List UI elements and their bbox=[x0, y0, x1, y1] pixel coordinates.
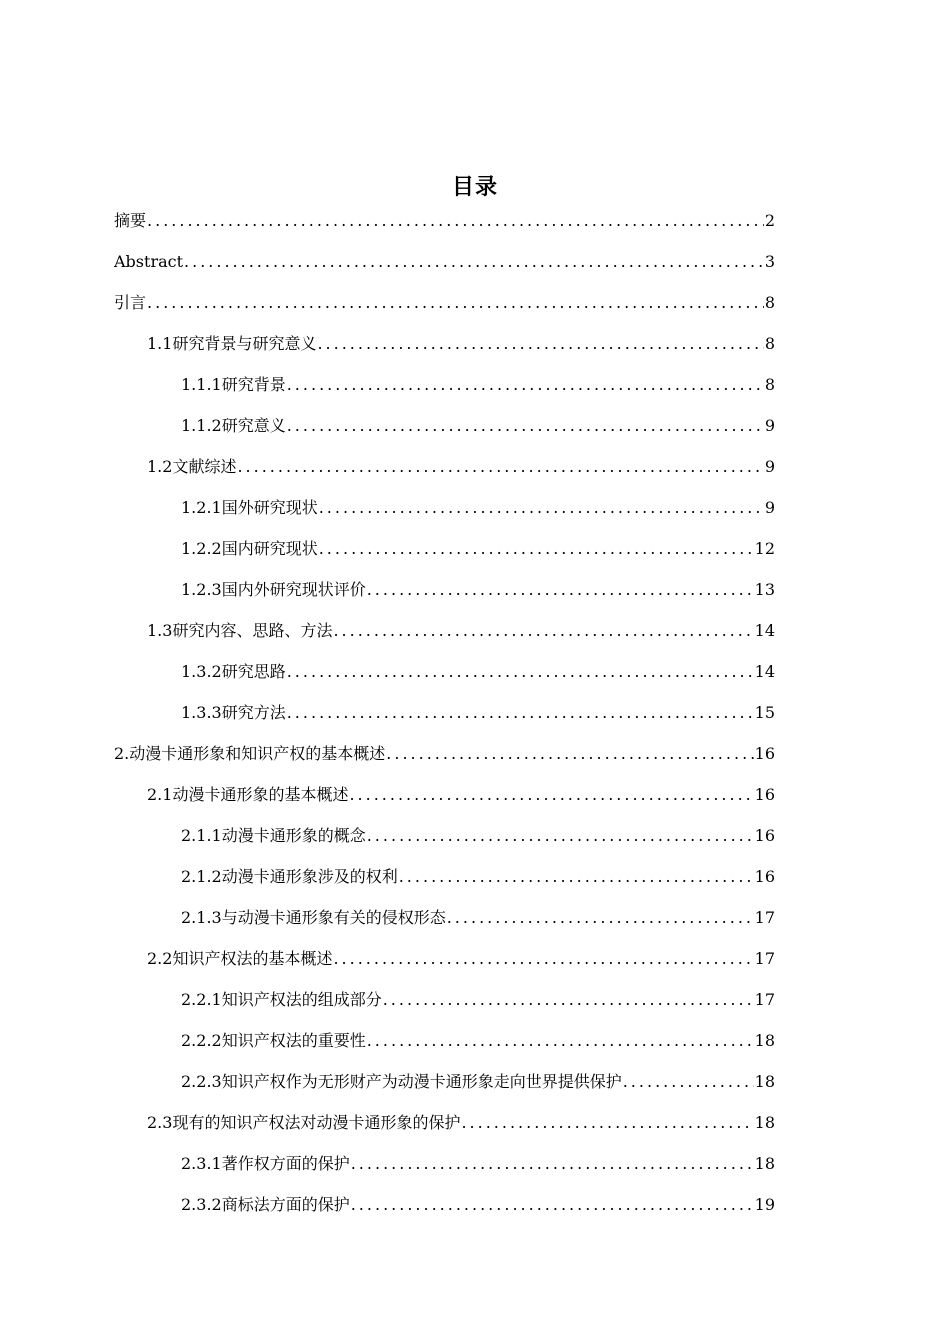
toc-dot-leader bbox=[447, 907, 754, 929]
toc-page-number: 18 bbox=[754, 1153, 775, 1173]
toc-entry[interactable] bbox=[181, 815, 775, 856]
toc-entry-title: 1.1.1研究背景 bbox=[181, 374, 286, 394]
toc-dot-leader bbox=[184, 251, 764, 273]
toc-entry[interactable] bbox=[181, 364, 775, 405]
toc-page-number: 15 bbox=[754, 702, 775, 722]
toc-dot-leader bbox=[399, 866, 754, 888]
toc-entry-title: 1.3.3研究方法 bbox=[181, 702, 286, 722]
toc-entry-title: 2.3.2商标法方面的保护 bbox=[181, 1194, 350, 1214]
toc-entry[interactable] bbox=[147, 323, 775, 364]
toc-dot-leader bbox=[623, 1071, 754, 1093]
toc-entry-title: 2.1.3与动漫卡通形象有关的侵权形态 bbox=[181, 907, 446, 927]
toc-page-number: 16 bbox=[754, 784, 775, 804]
toc-dot-leader bbox=[386, 743, 753, 765]
toc-dot-leader bbox=[351, 1194, 754, 1216]
toc-dot-leader bbox=[147, 292, 764, 314]
toc-dot-leader bbox=[367, 1030, 754, 1052]
toc-dot-leader bbox=[351, 1153, 754, 1175]
toc-entry-title: 2.1.2动漫卡通形象涉及的权利 bbox=[181, 866, 398, 886]
toc-entry-title: 2.2知识产权法的基本概述 bbox=[147, 948, 333, 968]
toc-entry[interactable] bbox=[181, 897, 775, 938]
toc-entry-title: 1.3研究内容、思路、方法 bbox=[147, 620, 333, 640]
toc-entry[interactable] bbox=[181, 1184, 775, 1225]
toc-page-number: 18 bbox=[754, 1112, 775, 1132]
toc-page-number: 9 bbox=[764, 415, 775, 435]
toc-entry-title: 2.2.3知识产权作为无形财产为动漫卡通形象走向世界提供保护 bbox=[181, 1071, 622, 1091]
toc-page-number: 17 bbox=[754, 989, 775, 1009]
toc-page-number: 9 bbox=[764, 497, 775, 517]
toc-entry[interactable] bbox=[181, 1143, 775, 1184]
toc-entry-title: 1.2.2国内研究现状 bbox=[181, 538, 318, 558]
toc-entry-title: 2.1动漫卡通形象的基本概述 bbox=[147, 784, 349, 804]
toc-page-number: 17 bbox=[754, 948, 775, 968]
toc-dot-leader bbox=[367, 825, 754, 847]
toc-dot-leader bbox=[237, 456, 763, 478]
toc-entry[interactable] bbox=[147, 938, 775, 979]
toc-page-number: 9 bbox=[764, 456, 775, 476]
toc-dot-leader bbox=[333, 948, 753, 970]
toc-dot-leader bbox=[349, 784, 753, 806]
toc-entry-title: 1.1研究背景与研究意义 bbox=[147, 333, 317, 353]
toc-entry[interactable] bbox=[114, 241, 775, 282]
toc-entry[interactable] bbox=[181, 405, 775, 446]
toc-dot-leader bbox=[287, 702, 754, 724]
toc-entry[interactable] bbox=[181, 569, 775, 610]
toc-entry-title: 1.3.2研究思路 bbox=[181, 661, 286, 681]
toc-entry[interactable] bbox=[147, 610, 775, 651]
toc-entry[interactable] bbox=[181, 651, 775, 692]
toc-page-number: 16 bbox=[754, 825, 775, 845]
toc-dot-leader bbox=[383, 989, 754, 1011]
toc-entry[interactable] bbox=[147, 1102, 775, 1143]
toc-entry[interactable] bbox=[114, 282, 775, 323]
toc-entry[interactable] bbox=[147, 774, 775, 815]
toc-page-number: 17 bbox=[754, 907, 775, 927]
toc-page-number: 16 bbox=[754, 743, 775, 763]
toc-page-number: 14 bbox=[754, 661, 775, 681]
toc-entry-title: 2.2.1知识产权法的组成部分 bbox=[181, 989, 382, 1009]
toc-entry-title: 1.2.3国内外研究现状评价 bbox=[181, 579, 366, 599]
toc-dot-leader bbox=[287, 661, 754, 683]
toc-entry[interactable] bbox=[181, 979, 775, 1020]
toc-entry[interactable] bbox=[181, 856, 775, 897]
toc-page-number: 18 bbox=[754, 1071, 775, 1091]
toc-page-number: 8 bbox=[764, 374, 775, 394]
toc-entry-title: Abstract bbox=[114, 251, 184, 271]
toc-page-number: 13 bbox=[754, 579, 775, 599]
toc-entry-title: 1.2文献综述 bbox=[147, 456, 237, 476]
toc-entry[interactable] bbox=[181, 487, 775, 528]
toc-page-number: 8 bbox=[764, 292, 775, 312]
toc-entry-title: 摘要 bbox=[114, 210, 147, 230]
toc-entry-title: 1.1.2研究意义 bbox=[181, 415, 286, 435]
toc-page-number: 2 bbox=[764, 210, 775, 230]
toc-dot-leader bbox=[461, 1112, 753, 1134]
toc-dot-leader bbox=[319, 497, 764, 519]
toc-dot-leader bbox=[367, 579, 754, 601]
toc-entry-title: 2.2.2知识产权法的重要性 bbox=[181, 1030, 366, 1050]
toc-entry[interactable] bbox=[114, 200, 775, 241]
toc-entry-title: 2.1.1动漫卡通形象的概念 bbox=[181, 825, 366, 845]
toc-dot-leader bbox=[317, 333, 763, 355]
toc-dot-leader bbox=[319, 538, 754, 560]
toc-entry-title: 引言 bbox=[114, 292, 147, 312]
toc-page-number: 3 bbox=[764, 251, 775, 271]
toc-entry-title: 2.3现有的知识产权法对动漫卡通形象的保护 bbox=[147, 1112, 461, 1132]
toc-dot-leader bbox=[287, 415, 764, 437]
toc-dot-leader bbox=[147, 210, 764, 232]
toc-entry[interactable] bbox=[181, 1020, 775, 1061]
toc-entry-title: 1.2.1国外研究现状 bbox=[181, 497, 318, 517]
toc-dot-leader bbox=[333, 620, 753, 642]
page-title: 目录 bbox=[451, 174, 498, 200]
toc-page-number: 14 bbox=[754, 620, 775, 640]
toc-page-number: 19 bbox=[754, 1194, 775, 1214]
toc-page-number: 12 bbox=[754, 538, 775, 558]
toc-entry[interactable] bbox=[114, 733, 775, 774]
toc-page-number: 16 bbox=[754, 866, 775, 886]
toc-entry-title: 2.动漫卡通形象和知识产权的基本概述 bbox=[114, 743, 386, 763]
toc-entry[interactable] bbox=[181, 692, 775, 733]
toc-entry[interactable] bbox=[181, 1061, 775, 1102]
toc-page-number: 18 bbox=[754, 1030, 775, 1050]
toc-entry[interactable] bbox=[181, 528, 775, 569]
toc-page-number: 8 bbox=[764, 333, 775, 353]
toc-entry-title: 2.3.1著作权方面的保护 bbox=[181, 1153, 350, 1173]
toc-entry[interactable] bbox=[147, 446, 775, 487]
toc-dot-leader bbox=[287, 374, 764, 396]
